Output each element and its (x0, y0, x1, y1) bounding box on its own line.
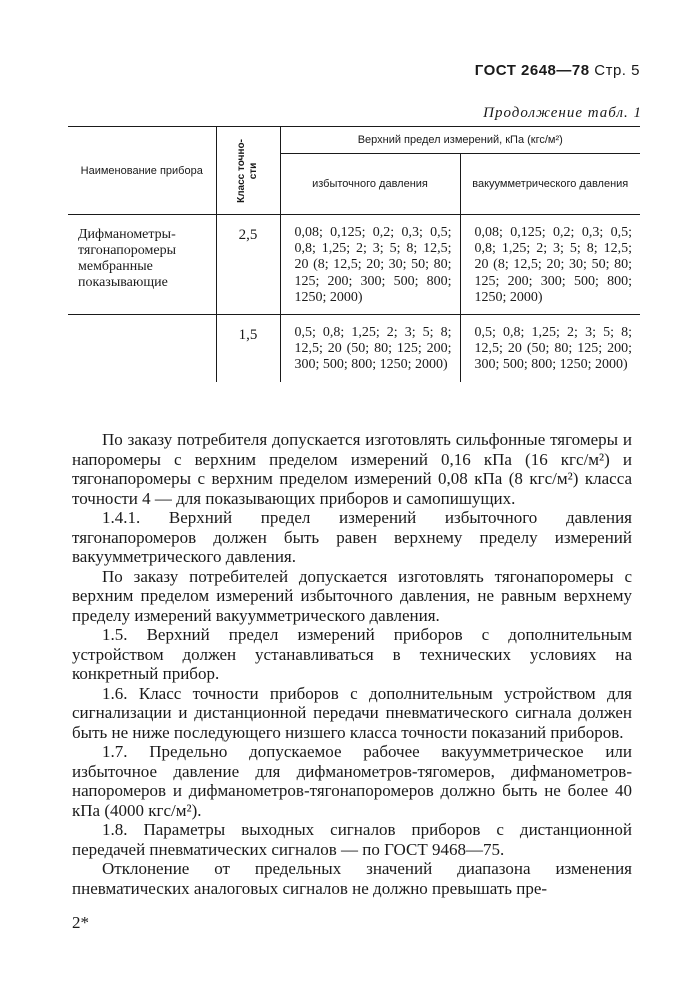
vacuum-values-cell: 0,5; 0,8; 1,25; 2; 3; 5; 8; 12,5; 20 (50; 80; 125; 200; 300; 500; 800; 1250; 2000) (460, 315, 640, 382)
column-header-accuracy-class (216, 127, 280, 215)
page-header (475, 62, 640, 79)
column-header-accuracy-class-text: Класс точно- сти (236, 138, 259, 203)
column-header-vacuum-pressure: вакуумметрического давления (460, 154, 640, 215)
column-header-device-name: Наименование прибора (68, 127, 216, 215)
signature-mark: 2* (72, 913, 89, 932)
table-row (68, 215, 640, 315)
table-continuation-label: Продолжение табл. 1 (483, 105, 642, 121)
paragraph: По заказу потребителя допускается изготовлять сильфонные тягомеры и напоромеры с верхним пределом измерений 0,16 кПа (16 кгс/м²) и тягонапоромеры с верхним пределом измерений 0,08 кПа (8 кгс/м²) класса точности 4 — для показывающих приборов и самопишущих. (72, 430, 632, 508)
paragraph: Отклонение от предельных значений диапазона изменения пневматических аналоговых сигналов не должно превышать пре- (72, 859, 632, 898)
document-number: ГОСТ 2648—78 (474, 62, 590, 79)
table-row (68, 315, 640, 382)
paragraph-1-4-1: 1.4.1. Верхний предел измерений избыточного давления тягонапоромеров должен быть равен верхнему пределу измерений вакуумметрического давления. (72, 508, 632, 566)
vacuum-values-cell: 0,08; 0,125; 0,2; 0,3; 0,5; 0,8; 1,25; 2; 3; 5; 8; 12,5; 20 (8; 12,5; 20; 30; 50; 80; 125; 200; 300; 500; 800; 1250; 2000) (474, 225, 633, 305)
paragraph: По заказу потребителей допускается изготовлять тягонапоромеры с верхним пределом измерений избыточного давления, не равным верхнему пределу измерений вакуумметрического давления. (72, 566, 632, 625)
device-name-text: Дифманометры-тягонапоромеры мембранные показывающие (78, 227, 176, 290)
measurement-limits-table (68, 126, 640, 382)
device-name-cell (68, 315, 216, 382)
device-name-cell (68, 215, 216, 315)
excess-values-cell: 0,08; 0,125; 0,2; 0,3; 0,5; 0,8; 1,25; 2; 3; 5; 8; 12,5; 20 (8; 12,5; 20; 30; 50; 80; 125; 200; 300; 500; 800; 1250; 2000) (280, 215, 460, 315)
paragraph-1-5: 1.5. Верхний предел измерений приборов с дополнительным устройством должен устанавливаться в технических условиях на конкретный прибор. (72, 625, 632, 683)
page-number: Стр. 5 (594, 62, 640, 79)
excess-values-cell: 0,5; 0,8; 1,25; 2; 3; 5; 8; 12,5; 20 (50; 80; 125; 200; 300; 500; 800; 1250; 2000) (280, 315, 460, 382)
column-header-upper-limit: Верхний предел измерений, кПа (кгс/м²) (280, 127, 640, 154)
paragraph-1-8: 1.8. Параметры выходных сигналов приборов с дистанционной передачей пневматических сигналов — по ГОСТ 9468—75. (72, 820, 632, 859)
paragraph-1-7: 1.7. Предельно допускаемое рабочее вакуумметрическое или избыточное давление для дифманометров-тягомеров, дифманометров-напоромеров и дифманометров-тягонапоромеров должно быть не более 40 кПа (4000 кгс/м²). (72, 742, 632, 820)
body-text (72, 430, 632, 898)
accuracy-class-cell: 2,5 (216, 215, 280, 315)
accuracy-class-cell: 1,5 (216, 315, 280, 382)
column-header-excess-pressure: избыточного давления (280, 154, 460, 215)
paragraph-1-6: 1.6. Класс точности приборов с дополнительным устройством для сигнализации и дистанционной передачи пневматического сигнала должен быть не ниже последующего низшего класса точности показаний приборов. (72, 683, 632, 742)
